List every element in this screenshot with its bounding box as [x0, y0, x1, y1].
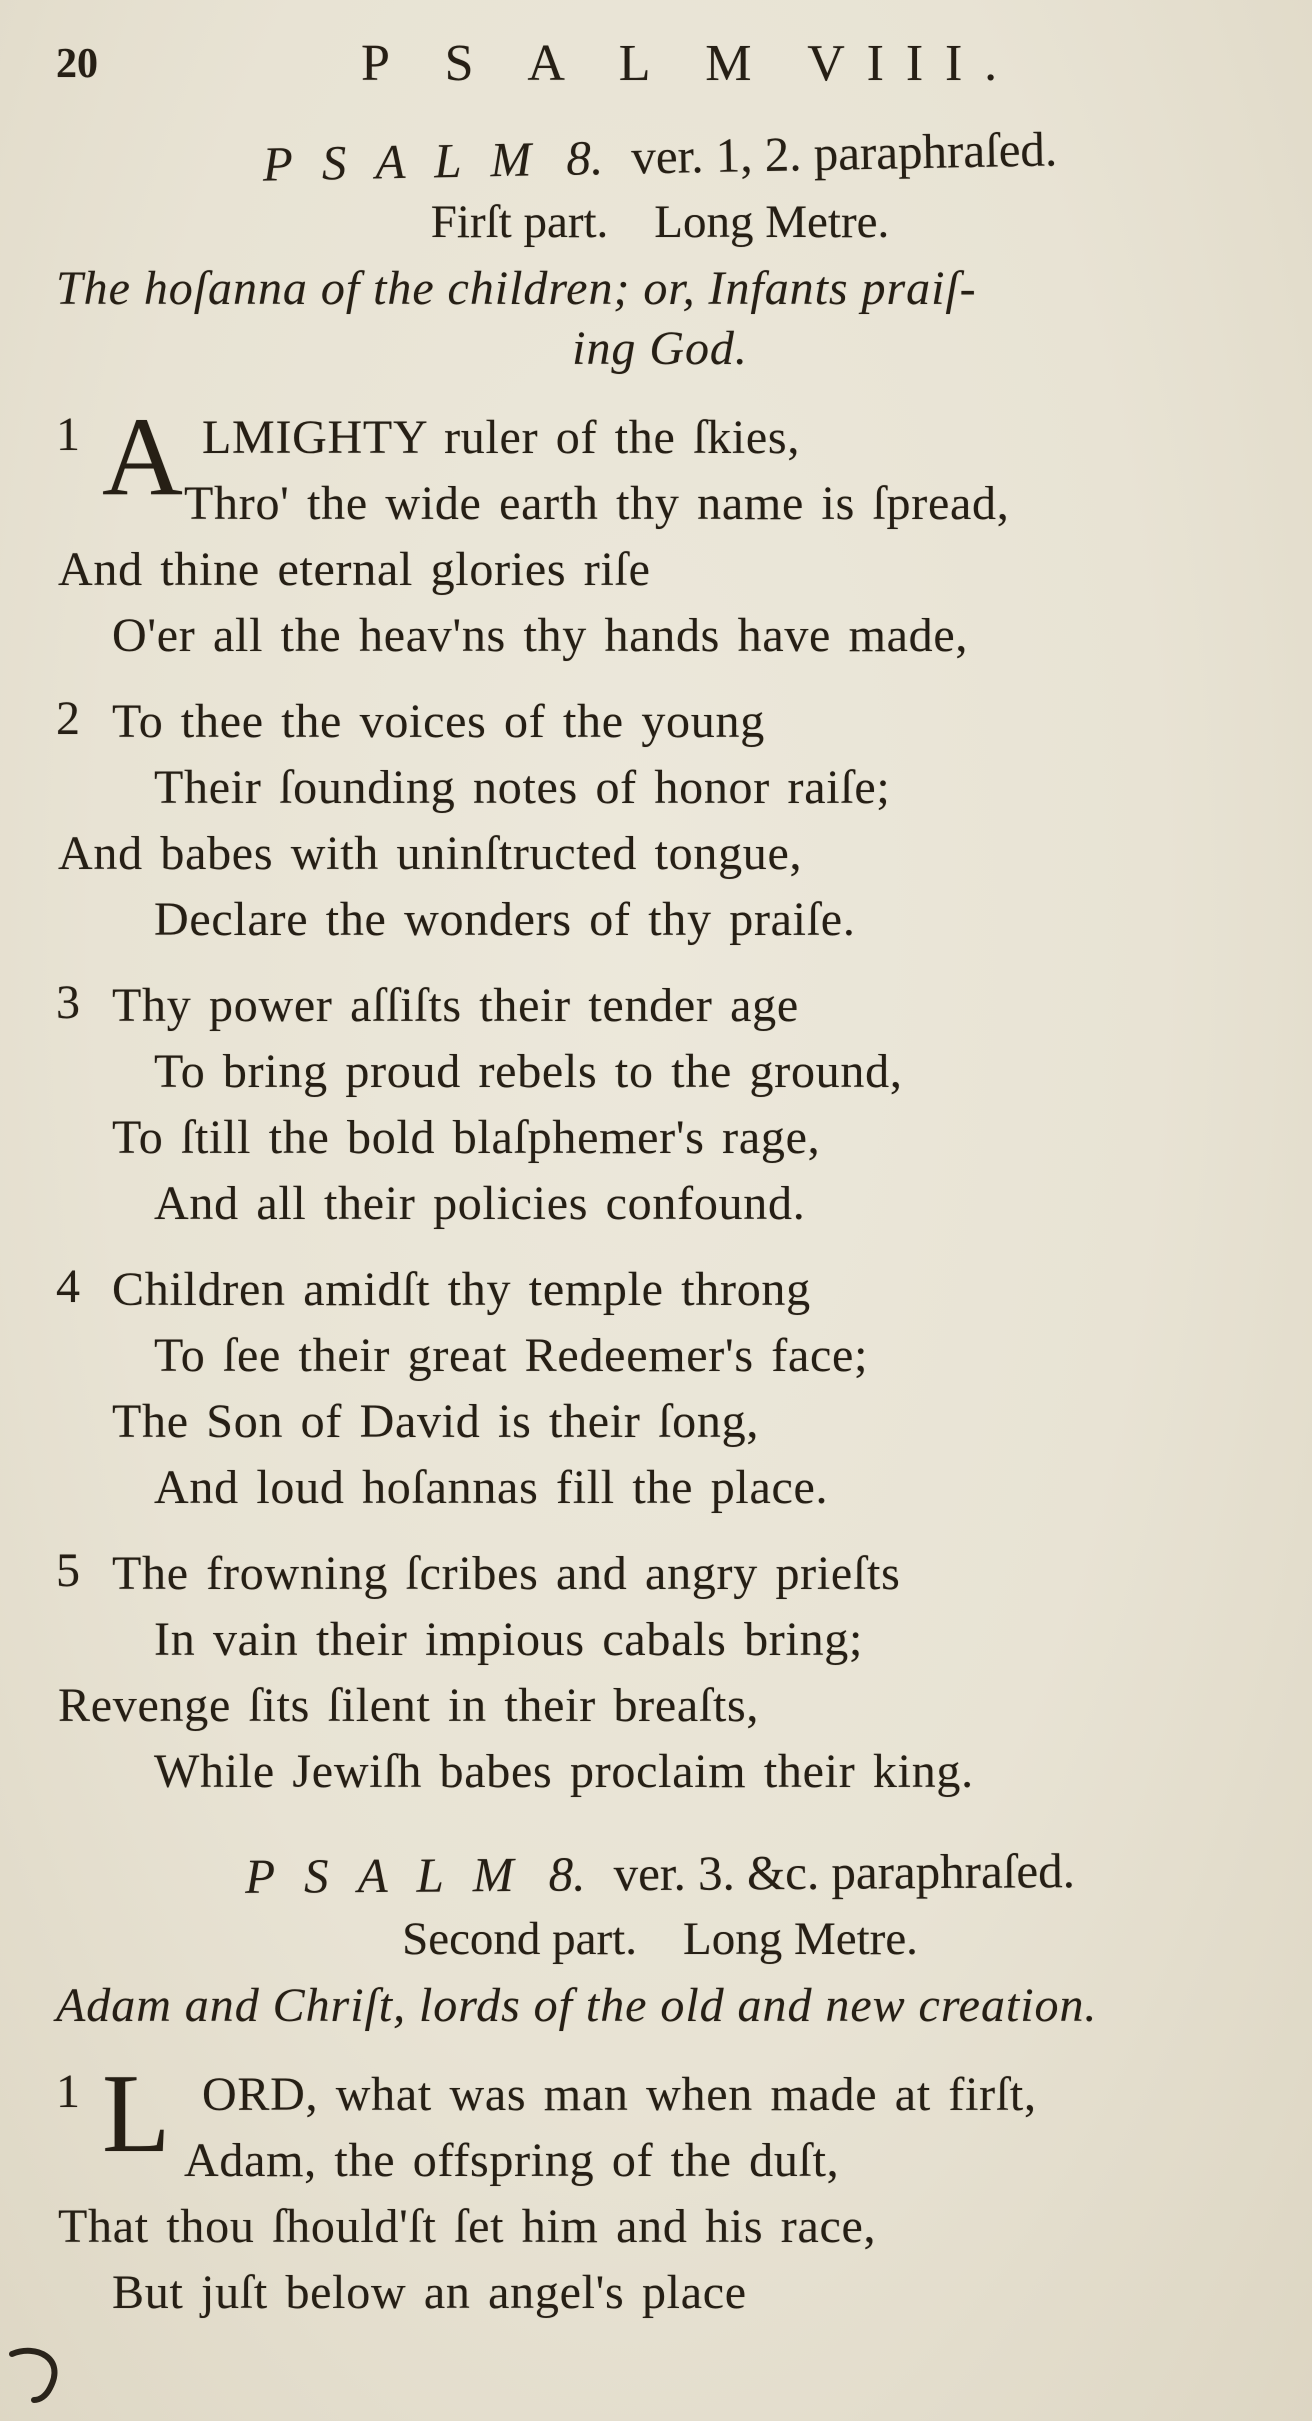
verse-line: And thine eternal glories riſe — [58, 543, 651, 596]
part2-metre-label: Long Metre. — [683, 1913, 918, 1965]
drop-cap-initial: L — [102, 2052, 171, 2176]
verse-number: 3 — [56, 976, 80, 1029]
running-title: P S A L M VIII. — [361, 35, 1019, 92]
verse-number: 5 — [56, 1544, 80, 1597]
drop-cap-initial: A — [102, 395, 183, 519]
verse-line: Their ſounding notes of honor raiſe; — [154, 761, 891, 814]
verse-line: To bring proud rebels to the ground, — [154, 1045, 903, 1098]
part1-hymn-title — [56, 259, 1264, 379]
stanza — [56, 395, 1264, 669]
hymn-title-line: Adam and Chriſt, lords of the old and new creation. — [56, 1979, 1098, 2032]
verse-line: Revenge ſits ſilent in their breaſts, — [58, 1679, 760, 1732]
part2-heading-psalm-number: 8. — [548, 1846, 586, 1902]
verse-line: Thro' the wide earth thy name is ſpread, — [184, 477, 1010, 530]
part1-heading-psalm-number: 8. — [565, 130, 604, 186]
verse-line: And babes with uninſtructed tongue, — [58, 827, 803, 880]
part1-heading-psalm-word: P S A L M — [262, 131, 541, 192]
part2-heading-rest: ver. 3. &c. paraphraſed. — [613, 1843, 1076, 1902]
part1-heading — [56, 116, 1265, 196]
verse-line: Children amidſt thy temple throng — [112, 1263, 811, 1316]
part1-part-label: Firſt part. — [430, 196, 609, 248]
page-number: 20 — [56, 41, 98, 87]
verse-line: And all their policies confound. — [154, 1177, 806, 1230]
stanza — [56, 1541, 1264, 1805]
verse-line: To ſee their great Redeemer's face; — [154, 1329, 869, 1382]
verse-line: LMIGHTY ruler of the ſkies, — [202, 411, 801, 464]
verse-line: But juſt below an angel's place — [112, 2266, 747, 2319]
verse-line: The frowning ſcribes and angry prieſts — [112, 1547, 901, 1600]
stanza — [56, 2052, 1264, 2326]
verse-line: The Son of David is their ſong, — [112, 1395, 760, 1448]
verse-line: In vain their impious cabals bring; — [154, 1613, 864, 1666]
part2-heading — [56, 1841, 1264, 1906]
verse-number: 1 — [56, 408, 80, 461]
verse-line: Thy power aſſiſts their tender age — [112, 979, 799, 1032]
psalm-part-first — [56, 121, 1264, 1805]
stanza — [56, 689, 1264, 953]
ink-mark — [6, 2344, 80, 2413]
verse-line: O'er all the heav'ns thy hands have made, — [112, 609, 969, 662]
part1-heading-rest: ver. 1, 2. paraphraſed. — [630, 121, 1058, 185]
page-header — [56, 34, 1264, 100]
hymn-title-line: The hoſanna of the children; or, Infants praiſ- — [56, 262, 977, 315]
verse-line: Declare the wonders of thy praiſe. — [154, 893, 856, 946]
verse-line: To thee the voices of the young — [112, 695, 765, 748]
verse-line: Adam, the offspring of the duſt, — [184, 2134, 840, 2187]
part2-heading-psalm-word: P S A L M — [244, 1846, 523, 1904]
part1-subheading — [56, 195, 1264, 249]
verse-number: 1 — [56, 2065, 80, 2118]
verse-line: ORD, what was man when made at firſt, — [202, 2068, 1037, 2121]
hymn-title-line: ing God. — [572, 322, 748, 375]
stanza — [56, 1257, 1264, 1521]
part2-part-label: Second part. — [402, 1913, 637, 1965]
part1-metre-label: Long Metre. — [654, 196, 890, 248]
verse-line: To ſtill the bold blaſphemer's rage, — [112, 1111, 821, 1164]
part2-hymn-title — [56, 1976, 1264, 2036]
verse-number: 4 — [56, 1260, 80, 1313]
verse-line: While Jewiſh babes proclaim their king. — [154, 1745, 974, 1798]
verse-number: 2 — [56, 692, 80, 745]
stanza — [56, 973, 1264, 1237]
verse-line: That thou ſhould'ſt ſet him and his race, — [58, 2200, 877, 2253]
psalm-part-second — [56, 1845, 1264, 2326]
part2-subheading — [56, 1912, 1264, 1966]
verse-line: And loud hoſannas fill the place. — [154, 1461, 829, 1514]
